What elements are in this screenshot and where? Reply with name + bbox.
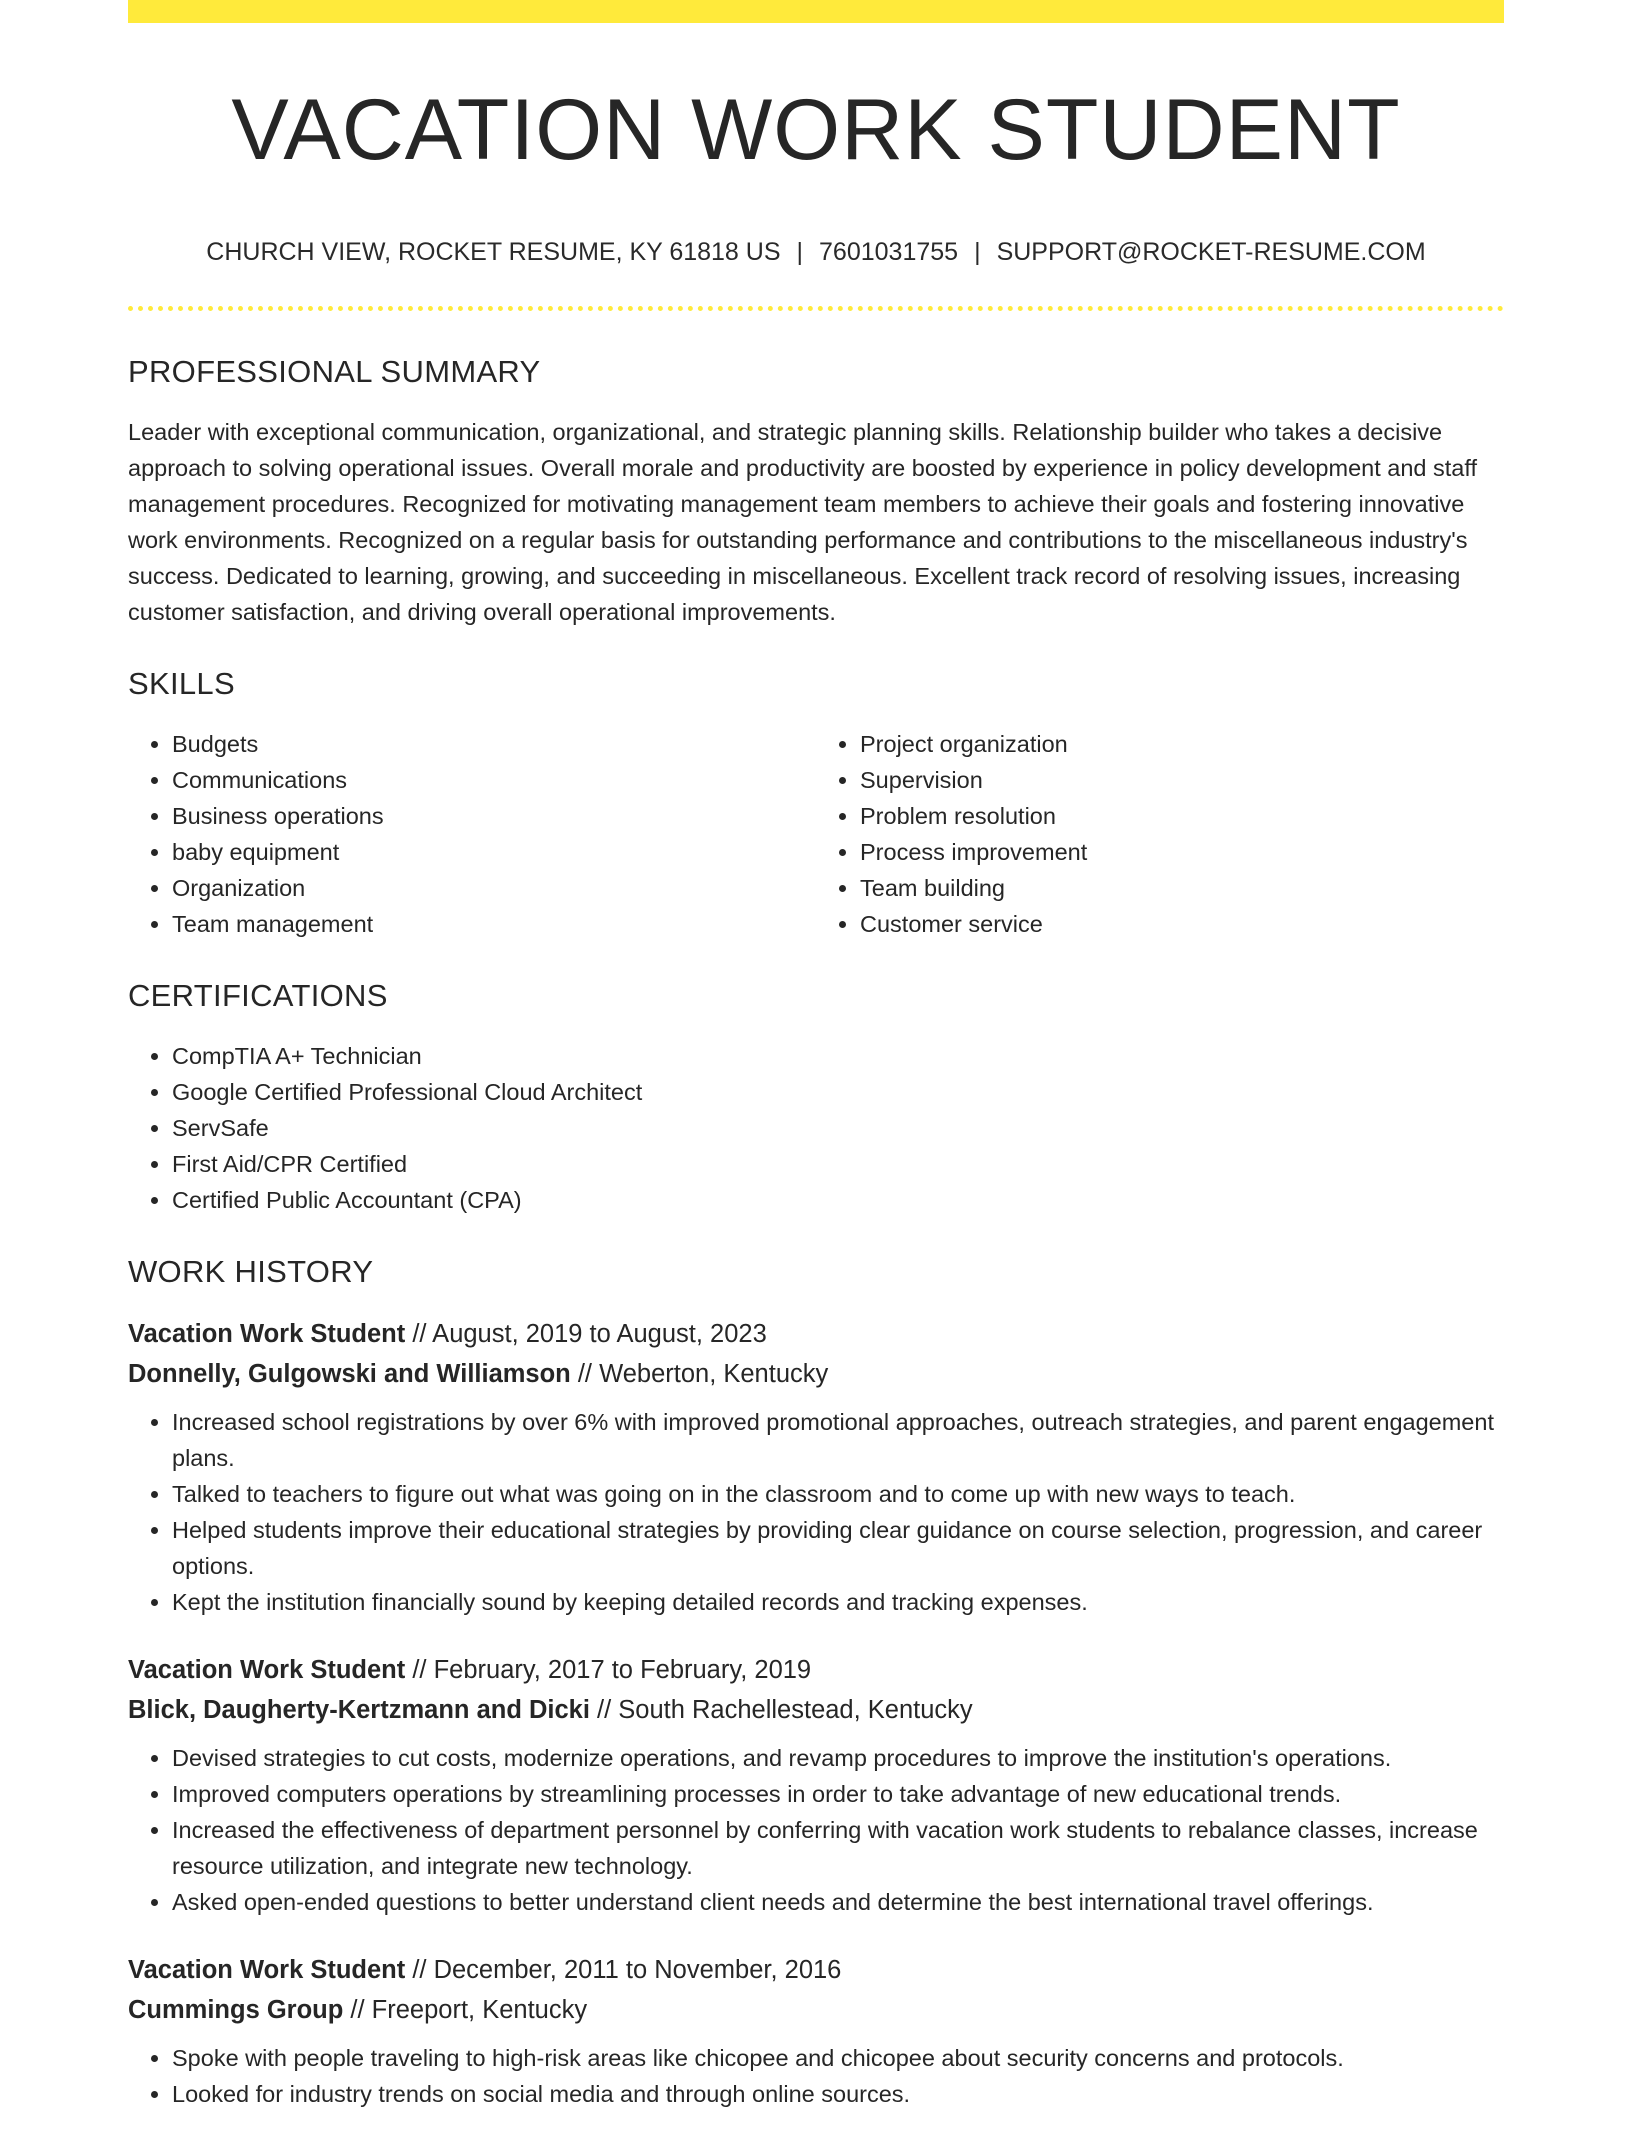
job-location: // Weberton, Kentucky <box>570 1360 829 1388</box>
job-title-line <box>128 1314 1504 1354</box>
certification-item: • Google Certified Professional Cloud Architect <box>172 1074 1504 1110</box>
skill-item: • Business operations <box>172 798 816 834</box>
job-duties-list <box>128 2040 1504 2112</box>
job-company: Donnelly, Gulgowski and Williamson <box>128 1360 571 1388</box>
skills-heading: SKILLS <box>128 666 235 701</box>
job-duty: • Looked for industry trends on social media and through online sources. <box>172 2076 1504 2112</box>
job-dates: // February, 2017 to February, 2019 <box>405 1656 812 1684</box>
job-dates: // August, 2019 to August, 2023 <box>405 1320 767 1348</box>
work-history-heading: WORK HISTORY <box>128 1254 374 1289</box>
skill-item: • Budgets <box>172 726 816 762</box>
job-duty: • Spoke with people traveling to high-risk areas like chicopee and chicopee about security concerns and protocols. <box>172 2040 1504 2076</box>
contact-address: CHURCH VIEW, ROCKET RESUME, KY 61818 US <box>206 238 781 266</box>
job-title-line <box>128 1950 1504 1990</box>
resume-name: VACATION WORK STUDENT <box>231 82 1401 178</box>
job-location: // South Rachellestead, Kentucky <box>589 1696 973 1724</box>
contact-separator: | <box>796 238 804 266</box>
job-duty: • Kept the institution financially sound by keeping detailed records and tracking expenses. <box>172 1584 1504 1620</box>
job-duty: • Increased school registrations by over 6% with improved promotional approaches, outreach strategies, and parent engagement plans. <box>172 1404 1504 1476</box>
job-company: Blick, Daugherty-Kertzmann and Dicki <box>128 1696 590 1724</box>
summary-text: Leader with exceptional communication, organizational, and strategic planning skills. Relationship builder who takes a decisive approach to solving operational issues. Overall morale and productivity are boosted by experience in policy development and staff management procedures. Recognized for motivating management team members to achieve their goals and fostering innovative work environments. Recognized on a regular basis for outstanding performance and contributions to the miscellaneous industry's success. Dedicated to learning, growing, and succeeding in miscellaneous. Excellent track record of resolving issues, increasing customer satisfaction, and driving overall operational improvements. <box>128 419 1477 625</box>
job-duty: • Helped students improve their educational strategies by providing clear guidance on course selection, progression, and career options. <box>172 1512 1504 1584</box>
dotted-divider <box>128 306 1504 311</box>
job-title-line <box>128 1650 1504 1690</box>
job-company: Cummings Group <box>128 1996 344 2024</box>
certification-item: • First Aid/CPR Certified <box>172 1146 1504 1182</box>
contact-email: SUPPORT@ROCKET-RESUME.COM <box>996 238 1426 266</box>
job-duty: • Talked to teachers to figure out what was going on in the classroom and to come up with new ways to teach. <box>172 1476 1504 1512</box>
certifications-list <box>128 1038 1504 1218</box>
skills-grid <box>128 726 1504 942</box>
certification-item: • ServSafe <box>172 1110 1504 1146</box>
job-duties-list <box>128 1740 1504 1920</box>
job-duty: • Devised strategies to cut costs, modernize operations, and revamp procedures to improve the institution's operations. <box>172 1740 1504 1776</box>
skill-item: • Team building <box>860 870 1504 906</box>
summary-heading: PROFESSIONAL SUMMARY <box>128 354 541 389</box>
job-dates: // December, 2011 to November, 2016 <box>405 1956 842 1984</box>
job-company-line <box>128 1990 1504 2030</box>
contact-phone: 7601031755 <box>819 238 959 266</box>
resume-body <box>128 352 1504 2142</box>
skill-item: • Organization <box>172 870 816 906</box>
skill-item: • Project organization <box>860 726 1504 762</box>
skill-item: • Problem resolution <box>860 798 1504 834</box>
top-accent-bar <box>128 0 1504 23</box>
job-duties-list <box>128 1404 1504 1620</box>
contact-line <box>128 238 1504 267</box>
skill-item: • baby equipment <box>172 834 816 870</box>
job-entry <box>128 1314 1504 1620</box>
skill-item: • Supervision <box>860 762 1504 798</box>
job-company-line <box>128 1690 1504 1730</box>
skill-item: • Process improvement <box>860 834 1504 870</box>
job-entry <box>128 1950 1504 2112</box>
job-duty: • Asked open-ended questions to better understand client needs and determine the best international travel offerings. <box>172 1884 1504 1920</box>
contact-separator: | <box>974 238 981 266</box>
job-location: // Freeport, Kentucky <box>343 1996 588 2024</box>
job-company-line <box>128 1354 1504 1394</box>
certifications-heading: CERTIFICATIONS <box>128 978 388 1013</box>
skill-item: • Communications <box>172 762 816 798</box>
job-title: Vacation Work Student <box>128 1956 406 1984</box>
skills-list-left <box>128 726 816 942</box>
job-entry <box>128 1650 1504 1920</box>
job-duty: • Improved computers operations by streamlining processes in order to take advantage of new educational trends. <box>172 1776 1504 1812</box>
job-title: Vacation Work Student <box>128 1656 406 1684</box>
certification-item: • CompTIA A+ Technician <box>172 1038 1504 1074</box>
job-duty: • Increased the effectiveness of department personnel by conferring with vacation work students to rebalance classes, increase resource utilization, and integrate new technology. <box>172 1812 1504 1884</box>
job-title: Vacation Work Student <box>128 1320 406 1348</box>
certification-item: • Certified Public Accountant (CPA) <box>172 1182 1504 1218</box>
skill-item: • Team management <box>172 906 816 942</box>
skill-item: • Customer service <box>860 906 1504 942</box>
skills-list-right <box>816 726 1504 942</box>
